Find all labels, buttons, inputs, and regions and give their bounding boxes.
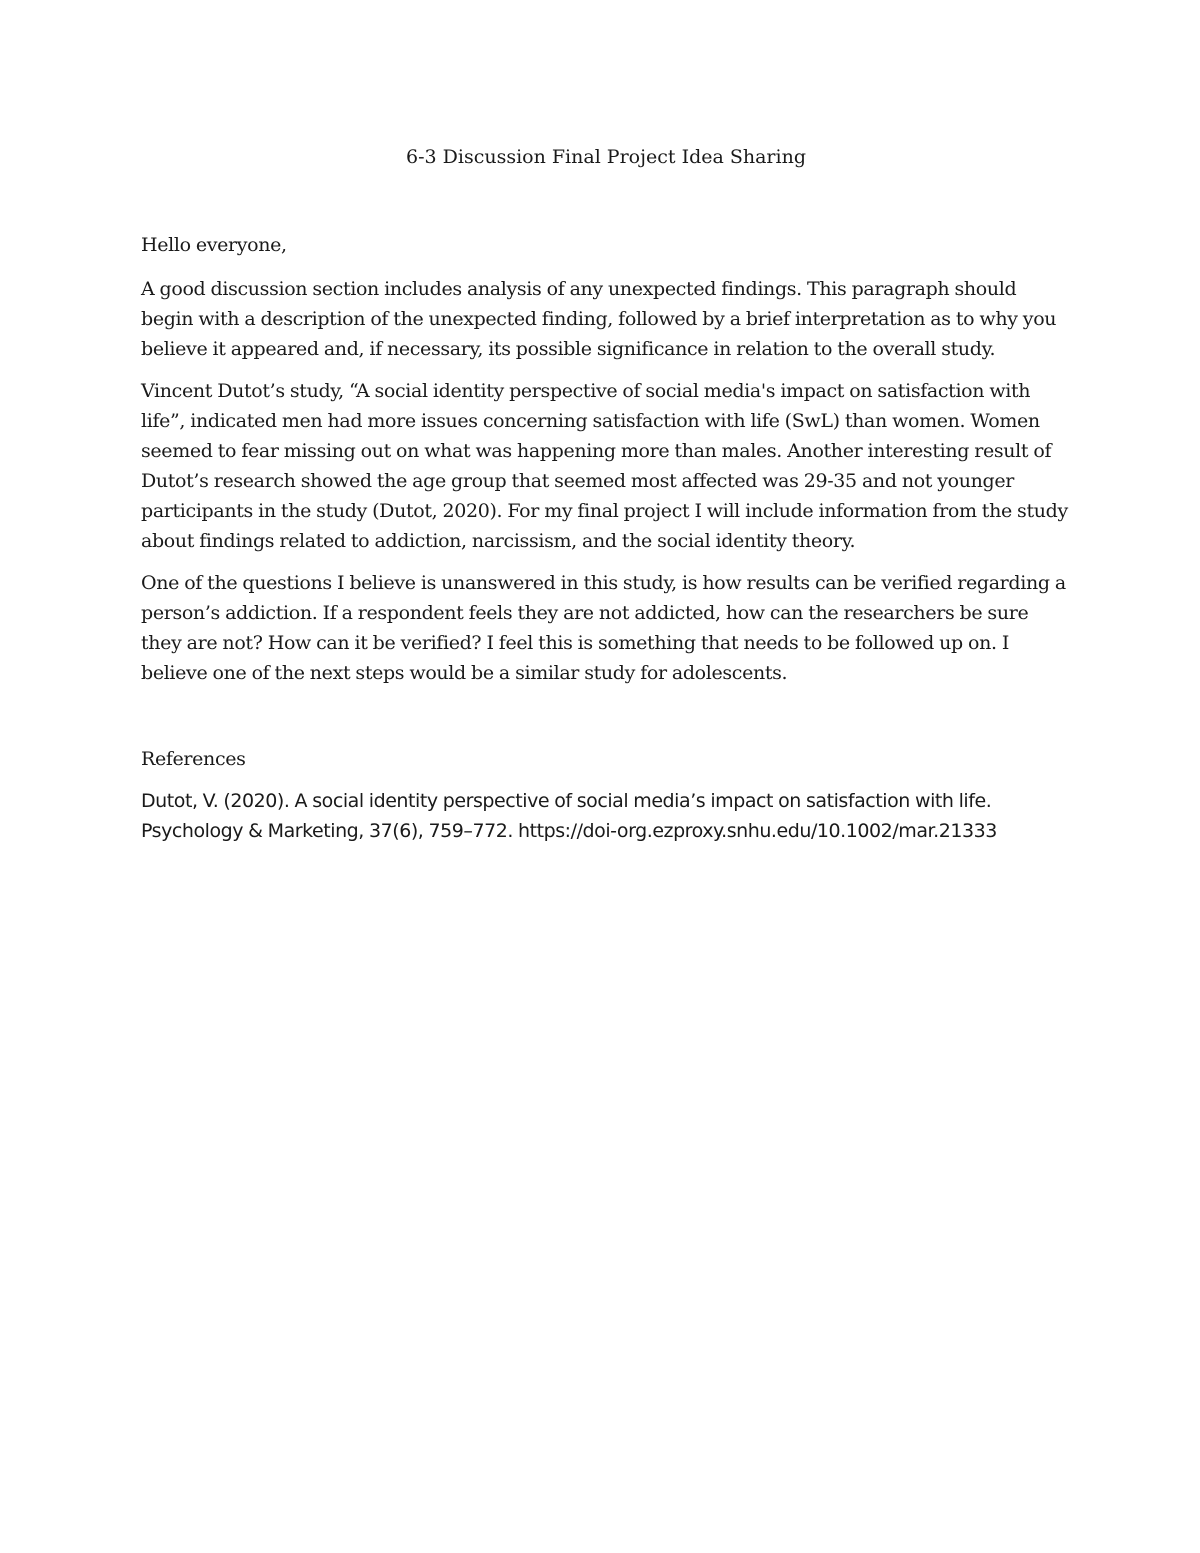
reference-line-1: Dutot, V. (2020). A social identity perspective of social media’s impact on satisfaction with life. — [141, 790, 992, 812]
paragraph-unexpected-findings: A good discussion section includes analysis of any unexpected findings. This paragraph should begin with a description of the unexpected finding, followed by a brief interpretation as to why you believe it appeared and, if necessary, its possible significance in relation to the overall study. — [141, 278, 1057, 360]
reference-entry — [141, 786, 1071, 846]
reference-line-2: Psychology & Marketing, 37(6), 759–772. https://doi-org.ezproxy.snhu.edu/10.1002/mar.21333 — [141, 820, 997, 842]
paragraph-unanswered-questions: One of the questions I believe is unanswered in this study, is how results can be verified regarding a person’s addiction. If a respondent feels they are not addicted, how can the researchers be sure they are not? How can it be verified? I feel this is something that needs to be followed up on. I believe one of the next steps would be a similar study for adolescents. — [141, 572, 1066, 684]
paragraph-dutot-study: Vincent Dutot’s study, “A social identity perspective of social media's impact on satisfaction with life”, indicated men had more issues concerning satisfaction with life (SwL) than women. Women seemed to fear missing out on what was happening more than males. Another interesting result of Dutot’s research showed the age group that seemed most affected was 29-35 and not younger participants in the study (Dutot, 2020). For my final project I will include information from the study about findings related to addiction, narcissism, and the social identity theory. — [141, 380, 1068, 552]
references-heading: References — [141, 748, 246, 770]
document-body — [141, 142, 1071, 846]
document-title: 6-3 Discussion Final Project Idea Sharing — [406, 146, 806, 168]
greeting: Hello everyone, — [141, 234, 287, 256]
section-spacer — [141, 700, 1071, 744]
